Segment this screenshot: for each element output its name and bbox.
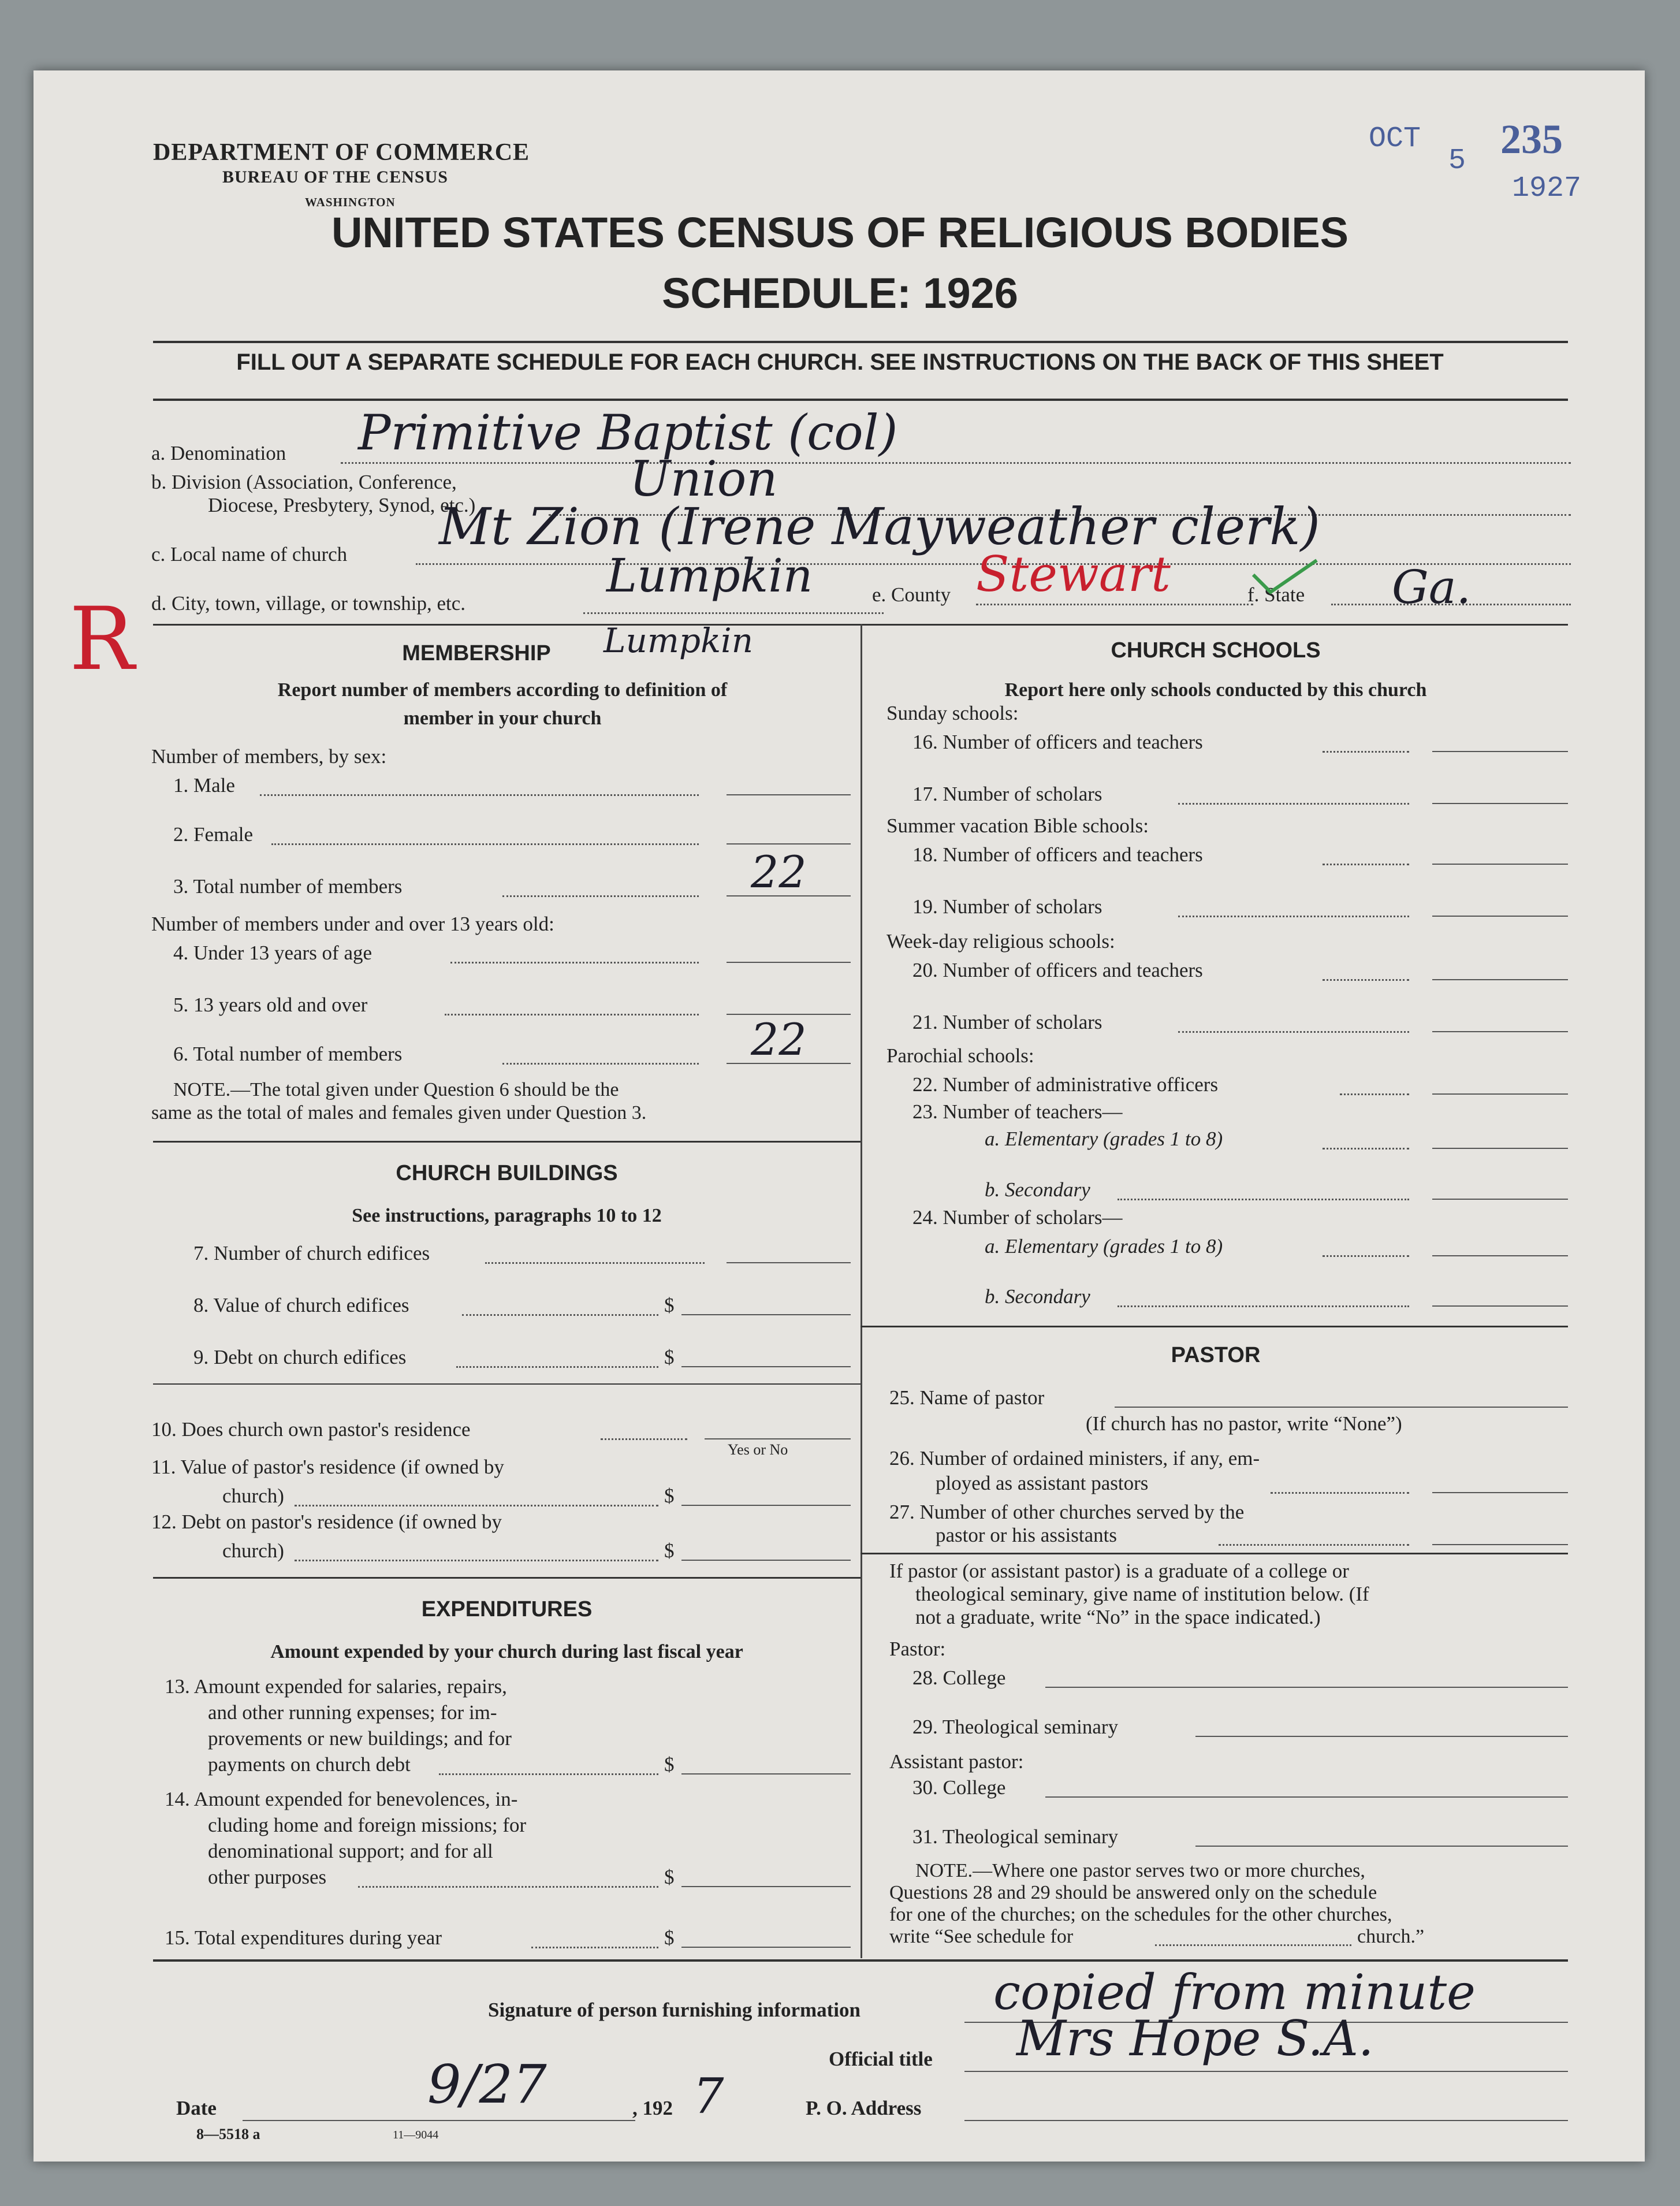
q22-answer-line[interactable] [1432,1093,1568,1095]
city-value[interactable]: Lumpkin [606,549,813,602]
q9-label: 9. Debt on church edifices [193,1346,407,1368]
q2-label: 2. Female [173,823,254,846]
po-address-line[interactable] [964,2120,1568,2121]
q9-rule [153,1383,861,1385]
q9-answer-line[interactable] [681,1366,851,1367]
q12-dollar: $ [664,1539,675,1562]
division-value[interactable]: Union [629,451,778,507]
q4-answer-line[interactable] [727,962,851,963]
q24-label: 24. Number of scholars— [912,1206,1123,1229]
q5-label: 5. 13 years old and over [173,994,368,1016]
received-stamp-day: 5 [1448,144,1466,177]
q23a-label: a. Elementary (grades 1 to 8) [985,1128,1223,1150]
q13-dots [439,1773,658,1775]
q20-label: 20. Number of officers and teachers [912,959,1203,981]
q23-label: 23. Number of teachers— [912,1100,1123,1123]
buildings-subheading: See instructions, paragraphs 10 to 12 [352,1205,662,1226]
q24b-dots [1117,1305,1409,1307]
pastor-heading: PASTOR [1171,1343,1261,1367]
q8-label: 8. Value of church edifices [193,1294,409,1316]
q19-answer-line[interactable] [1432,916,1568,917]
location-heading: WASHINGTON [305,195,396,209]
q22-label: 22. Number of administrative officers [912,1073,1219,1096]
pastor-note-line3: for one of the churches; on the schedules for the other churches, [889,1904,1392,1925]
q26-label: 26. Number of ordained ministers, if any, em- [889,1447,1260,1470]
q25-answer-line[interactable] [1115,1407,1568,1408]
q14-label-cont1: cluding home and foreign missions; for [208,1814,527,1836]
q6-answer[interactable]: 22 [751,1014,807,1065]
official-title-label: Official title [829,2048,933,2070]
q28-answer-line[interactable] [1045,1687,1568,1688]
q24b-answer-line[interactable] [1432,1305,1568,1307]
signature-value[interactable]: copied from minute [993,1964,1476,2021]
q13-label-cont3: payments on church debt [208,1753,411,1776]
city-line [583,612,884,614]
q27-label-cont: pastor or his assistants [936,1524,1117,1546]
q8-dots [462,1314,658,1316]
q16-label: 16. Number of officers and teachers [912,731,1203,753]
q13-dollar: $ [664,1753,675,1776]
schools-subheading: Report here only schools conducted by this church [1004,679,1427,701]
q9-dots [456,1366,658,1368]
parochial-schools-label: Parochial schools: [886,1044,1034,1067]
q8-answer-line[interactable] [681,1314,851,1315]
q7-dots [485,1262,705,1264]
assistant-pastor-subheading: Assistant pastor: [889,1750,1024,1773]
q18-answer-line[interactable] [1432,864,1568,865]
official-title-line [964,2071,1568,2072]
q15-label: 15. Total expenditures during year [165,1926,442,1949]
q28-label: 28. College [912,1666,1006,1689]
q14-dots [358,1886,658,1888]
bureau-heading: BUREAU OF THE CENSUS [222,168,448,187]
date-year-digit[interactable]: 7 [693,2068,724,2125]
signature-label: Signature of person furnishing information [488,1999,861,2021]
q24a-answer-line[interactable] [1432,1255,1568,1256]
q6-label: 6. Total number of members [173,1043,403,1065]
q16-dots [1323,751,1409,753]
q4-label: 4. Under 13 years of age [173,942,372,964]
city-label: d. City, town, village, or township, etc. [151,592,466,615]
pastor-note-line2: Questions 28 and 29 should be answered only on the schedule [889,1882,1377,1903]
local-name-label: c. Local name of church [151,543,348,566]
q27-dots [1219,1544,1409,1546]
q1-answer-line[interactable] [727,794,851,795]
graduate-instruction-line1: If pastor (or assistant pastor) is a graduate of a college or [889,1560,1349,1582]
q26-label-cont: ployed as assistant pastors [936,1472,1149,1494]
q12-dots [295,1560,658,1561]
q27-answer-line[interactable] [1432,1544,1568,1545]
q11-dots [295,1505,658,1506]
date-label: Date [176,2097,217,2119]
q11-label: 11. Value of pastor's residence (if owned by [151,1456,504,1478]
q31-answer-line[interactable] [1195,1846,1568,1847]
q19-dots [1178,916,1409,917]
division-label-cont: Diocese, Presbytery, Synod, etc.) [208,494,476,516]
q14-label: 14. Amount expended for benevolences, in- [165,1788,518,1810]
q12-label: 12. Debt on pastor's residence (if owned by [151,1511,502,1533]
q12-label-cont: church) [222,1539,284,1562]
q11-label-cont: church) [222,1485,284,1507]
q14-label-cont2: denominational support; and for all [208,1840,493,1862]
q23a-dots [1323,1148,1409,1149]
q27-label: 27. Number of other churches served by the [889,1501,1245,1523]
q18-label: 18. Number of officers and teachers [912,843,1203,866]
date-value[interactable]: 9/27 [427,2054,547,2115]
q29-label: 29. Theological seminary [912,1716,1119,1738]
graduate-instruction-line3: not a graduate, write “No” in the space indicated.) [915,1606,1321,1628]
q25-note: (If church has no pastor, write “None”) [1086,1412,1402,1435]
q15-dollar: $ [664,1926,675,1949]
q18-dots [1323,864,1409,865]
q20-answer-line[interactable] [1432,979,1568,980]
q21-label: 21. Number of scholars [912,1011,1102,1033]
column-divider [861,624,862,1958]
membership-rule [153,1141,861,1143]
graduate-instruction-line2: theological seminary, give name of institution below. (If [915,1583,1369,1605]
header-rule-top [153,341,1568,343]
q5-dots [445,1014,699,1015]
q23b-dots [1117,1199,1409,1200]
denomination-label: a. Denomination [151,442,286,464]
q6-dots [502,1063,699,1065]
q7-label: 7. Number of church edifices [193,1242,430,1264]
membership-heading: MEMBERSHIP [402,641,551,665]
pastor-subheading: Pastor: [889,1638,946,1660]
department-heading: DEPARTMENT OF COMMERCE [153,139,530,166]
q26-answer-line[interactable] [1432,1492,1568,1493]
members-by-sex-label: Number of members, by sex: [151,745,387,768]
membership-note-line1: NOTE.—The total given under Question 6 should be the [173,1079,619,1100]
q3-label: 3. Total number of members [173,875,403,898]
form-code-secondary: 11—9044 [393,2129,439,2141]
q11-answer-line[interactable] [681,1505,851,1506]
county-line [976,604,1253,605]
membership-sub-line1: Report number of members according to definition of [277,679,728,701]
yes-or-no-hint: Yes or No [728,1441,788,1458]
q20-dots [1323,979,1409,981]
q26-dots [1271,1492,1409,1494]
q17-answer-line[interactable] [1432,803,1568,804]
pastor-note-blank[interactable] [1155,1944,1351,1946]
q24a-label: a. Elementary (grades 1 to 8) [985,1235,1223,1258]
city-value-second: Lumpkin [604,621,754,660]
footer-rule [153,1959,1568,1962]
q30-answer-line[interactable] [1045,1796,1568,1798]
division-label: b. Division (Association, Conference, [151,471,457,493]
q10-dots [601,1438,687,1440]
denomination-line [341,462,1571,464]
q25-label: 25. Name of pastor [889,1386,1045,1409]
q14-label-cont3: other purposes [208,1866,327,1888]
q16-answer-line[interactable] [1432,751,1568,752]
fill-out-instruction: FILL OUT A SEPARATE SCHEDULE FOR EACH CHURCH. SEE INSTRUCTIONS ON THE BACK OF THIS SHEET [236,349,1444,375]
q12-answer-line[interactable] [681,1560,851,1561]
q30-label: 30. College [912,1776,1006,1799]
header-rule-bottom [153,399,1568,401]
state-label: f. State [1247,583,1305,606]
q15-answer-line[interactable] [681,1947,851,1948]
county-label: e. County [872,583,951,606]
check-mark-icon [1247,555,1323,601]
q17-dots [1178,803,1409,805]
sunday-schools-label: Sunday schools: [886,702,1019,724]
document-title: UNITED STATES CENSUS OF RELIGIOUS BODIES [331,209,1349,256]
official-title-value[interactable]: Mrs Hope S.A. [1016,2010,1374,2067]
pastor-rule [861,1553,1568,1554]
q24a-dots [1323,1255,1409,1257]
date-year-prefix: , 192 [632,2097,673,2119]
membership-note-line2: same as the total of males and females given under Question 3. [151,1102,647,1124]
q10-answer-line[interactable] [705,1438,851,1439]
pastor-note-line5: church.” [1357,1926,1425,1947]
q13-label-cont1: and other running expenses; for im- [208,1701,497,1724]
q29-answer-line[interactable] [1195,1736,1568,1737]
q21-dots [1178,1031,1409,1033]
q14-dollar: $ [664,1866,675,1888]
q13-label: 13. Amount expended for salaries, repairs, [165,1675,507,1698]
q19-label: 19. Number of scholars [912,895,1102,918]
q14-answer-line[interactable] [681,1886,851,1887]
expenditures-heading: EXPENDITURES [421,1597,593,1621]
q13-label-cont2: provements or new buildings; and for [208,1727,512,1750]
schedule-title: SCHEDULE: 1926 [662,269,1018,317]
county-value[interactable]: Stewart [976,546,1171,602]
membership-sub-line2: member in your church [403,708,602,730]
q9-dollar: $ [664,1346,675,1368]
weekday-schools-label: Week-day religious schools: [886,930,1115,953]
received-stamp-month: OCT [1369,122,1421,155]
q15-dots [531,1947,658,1948]
q13-answer-line[interactable] [681,1773,851,1775]
q21-answer-line[interactable] [1432,1031,1568,1032]
pastor-note-line1: NOTE.—Where one pastor serves two or more churches, [915,1860,1365,1881]
q31-label: 31. Theological seminary [912,1825,1119,1848]
q1-dots [260,794,699,796]
date-line [243,2120,635,2121]
state-value[interactable]: Ga. [1392,560,1472,614]
received-stamp-number: 235 [1500,116,1563,162]
form-code: 8—5518 a [196,2126,260,2142]
q23b-label: b. Secondary [985,1178,1090,1201]
schools-heading: CHURCH SCHOOLS [1111,638,1321,663]
q10-label: 10. Does church own pastor's residence [151,1418,471,1441]
q23b-answer-line[interactable] [1432,1199,1568,1200]
q11-dollar: $ [664,1485,675,1507]
local-name-value[interactable]: Mt Zion (Irene Mayweather clerk) [439,497,1320,556]
members-by-age-label: Number of members under and over 13 years old: [151,913,554,935]
q1-label: 1. Male [173,774,235,797]
q24b-label: b. Secondary [985,1285,1090,1308]
q2-dots [271,843,699,845]
q3-dots [502,895,699,897]
q23a-answer-line[interactable] [1432,1148,1568,1149]
q7-answer-line[interactable] [727,1262,851,1263]
buildings-rule [153,1577,861,1579]
buildings-heading: CHURCH BUILDINGS [396,1161,618,1185]
po-address-label: P. O. Address [806,2097,922,2119]
denomination-value[interactable]: Primitive Baptist (col) [358,404,898,461]
review-mark: R [69,589,135,690]
q22-dots [1340,1093,1409,1095]
summer-schools-label: Summer vacation Bible schools: [886,814,1149,837]
expenditures-subheading: Amount expended by your church during last fiscal year [270,1641,743,1662]
q8-dollar: $ [664,1294,675,1316]
pastor-note-line4: write “See schedule for [889,1926,1074,1947]
schools-rule [861,1326,1568,1327]
q17-label: 17. Number of scholars [912,783,1102,805]
q2-answer-line[interactable] [727,843,851,845]
received-stamp-year: 1927 [1512,172,1582,205]
q4-dots [450,962,699,964]
q3-answer[interactable]: 22 [751,846,807,898]
membership-subheading [153,676,852,733]
